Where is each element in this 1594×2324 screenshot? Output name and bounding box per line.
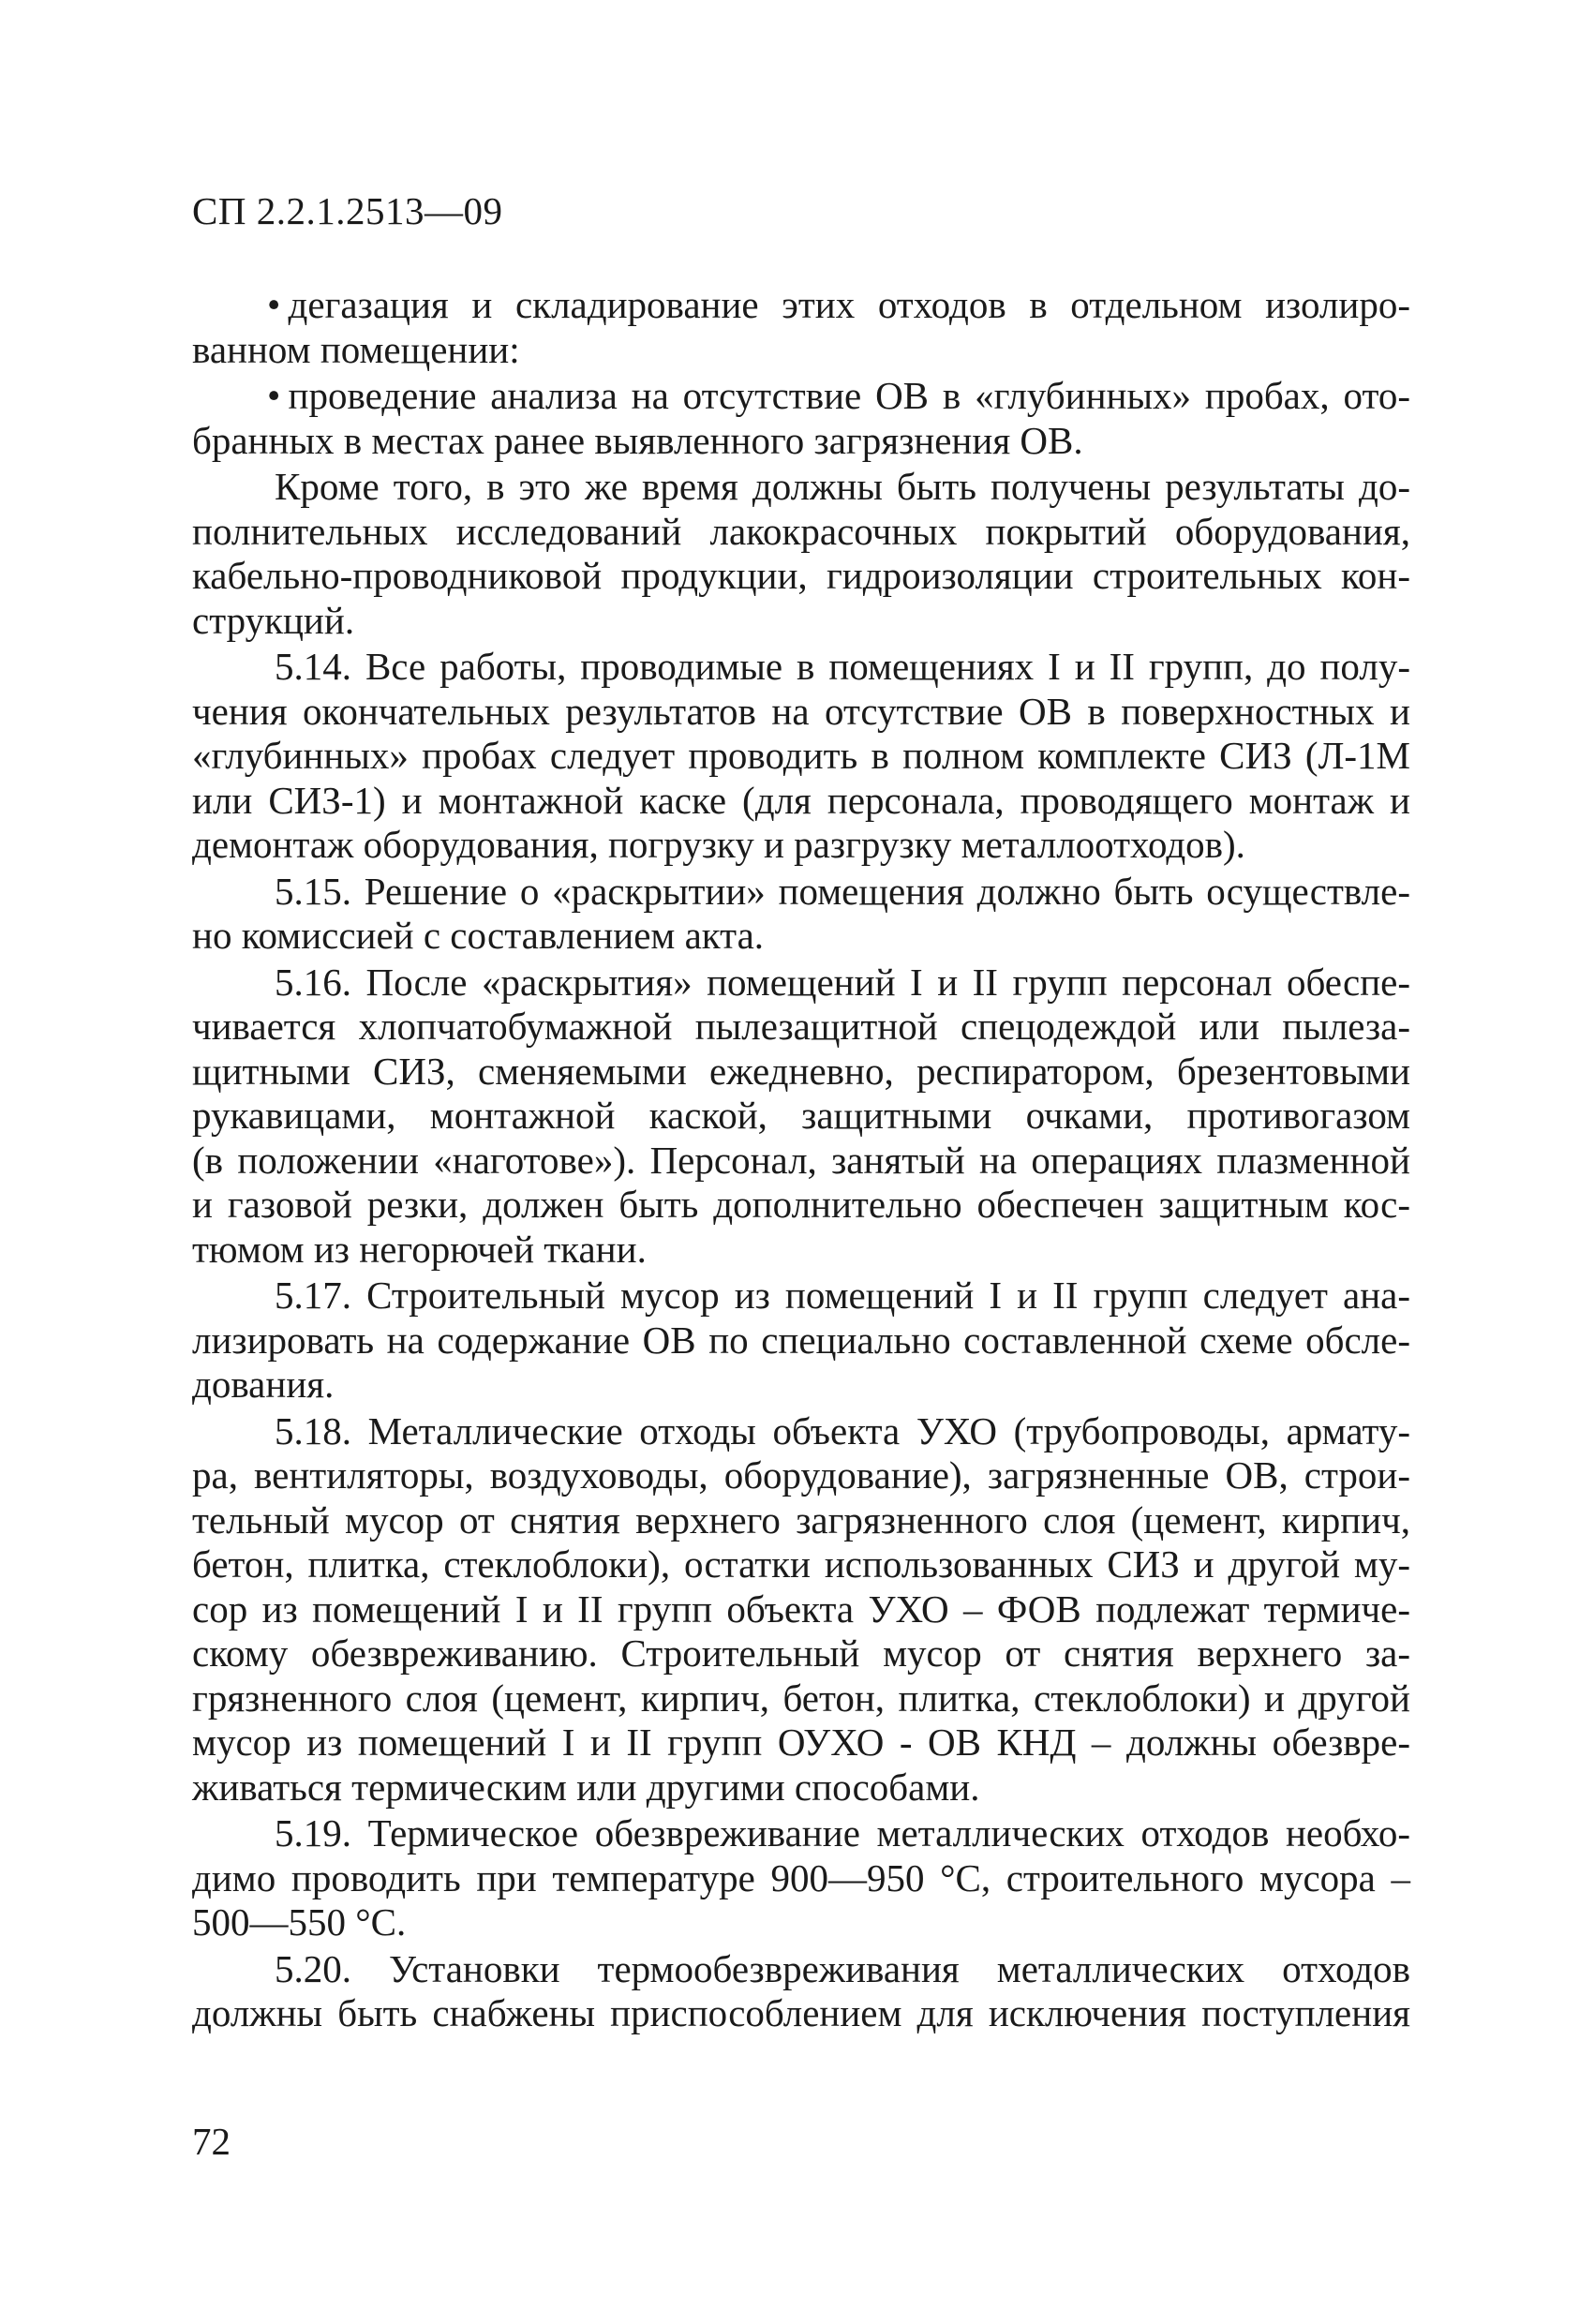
paragraph-line: демонтаж оборудования, погрузку и разгрузку металлоотходов). xyxy=(192,823,1245,866)
paragraph-line: «глубинных» пробах следует проводить в полном комплекте СИЗ (Л-1М xyxy=(192,734,1410,777)
paragraph-line: грязненного слоя (цемент, кирпич, бетон, плитка, стеклоблоки) и другой xyxy=(192,1676,1410,1720)
page-number: 72 xyxy=(192,2120,231,2163)
paragraph-line: 500—550 °С. xyxy=(192,1900,407,1944)
paragraph-line: чивается хлопчатобумажной пылезащитной спецодеждой или пылеза- xyxy=(192,1005,1410,1048)
paragraph-line: тюмом из негорючей ткани. xyxy=(192,1227,647,1271)
paragraph-line: или СИЗ-1) и монтажной каске (для персонала, проводящего монтаж и xyxy=(192,778,1410,822)
bullet-line: ванном помещении: xyxy=(192,327,520,371)
paragraph-line: живаться термическим или другими способами. xyxy=(192,1765,980,1809)
bullet-first-line xyxy=(192,283,1410,328)
paragraph xyxy=(192,1409,1410,1810)
paragraph-line: полнительных исследований лакокрасочных покрытий оборудования, xyxy=(192,509,1410,553)
paragraph-line: щитными СИЗ, сменяемыми ежедневно, респиратором, брезентовыми xyxy=(192,1049,1410,1093)
paragraph xyxy=(192,1274,1410,1408)
paragraph-line: бетон, плитка, стеклоблоки), остатки использованных СИЗ и другой му- xyxy=(192,1542,1410,1586)
bullet-line: бранных в местах ранее выявленного загрязнения ОВ. xyxy=(192,418,1083,462)
paragraph-line: должны быть снабжены приспособлением для исключения поступления xyxy=(192,1991,1410,2034)
paragraph-line: струкций. xyxy=(192,598,355,642)
paragraph xyxy=(192,465,1410,643)
bullet-icon: • xyxy=(267,283,281,326)
paragraph-line: рукавицами, монтажной каской, защитными очками, противогазом xyxy=(192,1094,1410,1137)
paragraph xyxy=(192,870,1410,959)
paragraph-line: но комиссией с составлением акта. xyxy=(192,914,765,957)
paragraph xyxy=(192,645,1410,868)
paragraph-line: кабельно-проводниковой продукции, гидроизоляции строительных кон- xyxy=(192,554,1410,597)
paragraph-line: дования. xyxy=(192,1363,335,1406)
paragraph-line: димо проводить при температуре 900—950 °С, строительного мусора – xyxy=(192,1855,1410,1899)
paragraph xyxy=(192,1811,1410,1945)
paragraph-line: мусор из помещений I и II групп ОУХО - ОВ КНД – должны обезвре- xyxy=(192,1721,1410,1764)
bullet-text: проведение анализа на отсутствие ОВ в «глубинных» пробах, ото- xyxy=(288,374,1410,417)
paragraph-line: Кроме того, в это же время должны быть получены результаты до- xyxy=(275,465,1410,508)
paragraph-line: 5.20. Установки термообезвреживания металлических отходов xyxy=(275,1946,1410,1990)
paragraph-line: 5.19. Термическое обезвреживание металлических отходов необхо- xyxy=(275,1811,1410,1855)
bullet-text: дегазация и складирование этих отходов в отдельном изолиро- xyxy=(288,283,1410,326)
document-body xyxy=(192,283,1410,2036)
bullet-item xyxy=(192,374,1410,463)
paragraph-line: ра, вентиляторы, воздуховоды, оборудование), загрязненные ОВ, строи- xyxy=(192,1453,1410,1497)
paragraph-line: (в положении «наготове»). Персонал, занятый на операциях плазменной xyxy=(192,1138,1410,1182)
paragraph-line: 5.15. Решение о «раскрытии» помещения должно быть осуществле- xyxy=(275,869,1410,913)
bullet-icon: • xyxy=(267,374,281,417)
paragraph xyxy=(192,961,1410,1273)
paragraph-line: 5.16. После «раскрытия» помещений I и II групп персонал обеспе- xyxy=(275,960,1410,1004)
paragraph-line: лизировать на содержание ОВ по специально составленной схеме обсле- xyxy=(192,1318,1410,1362)
paragraph-line: тельный мусор от снятия верхнего загрязненного слоя (цемент, кирпич, xyxy=(192,1497,1410,1542)
paragraph-line: 5.14. Все работы, проводимые в помещениях I и II групп, до полу- xyxy=(275,645,1410,688)
paragraph-line: сор из помещений I и II групп объекта УХО – ФОВ подлежат термиче- xyxy=(192,1587,1410,1631)
paragraph-line: 5.18. Металлические отходы объекта УХО (трубопроводы, армату- xyxy=(275,1408,1410,1452)
paragraph-line: 5.17. Строительный мусор из помещений I и II групп следует ана- xyxy=(275,1274,1410,1317)
bullet-first-line xyxy=(192,374,1410,419)
paragraph xyxy=(192,1947,1410,2036)
paragraph-line: и газовой резки, должен быть дополнительно обеспечен защитным кос- xyxy=(192,1183,1410,1226)
paragraph-line: чения окончательных результатов на отсутствие ОВ в поверхностных и xyxy=(192,689,1410,733)
paragraph-line: скому обезвреживанию. Строительный мусор от снятия верхнего за- xyxy=(192,1631,1410,1675)
document-code-header: СП 2.2.1.2513—09 xyxy=(192,189,503,232)
bullet-item xyxy=(192,283,1410,372)
